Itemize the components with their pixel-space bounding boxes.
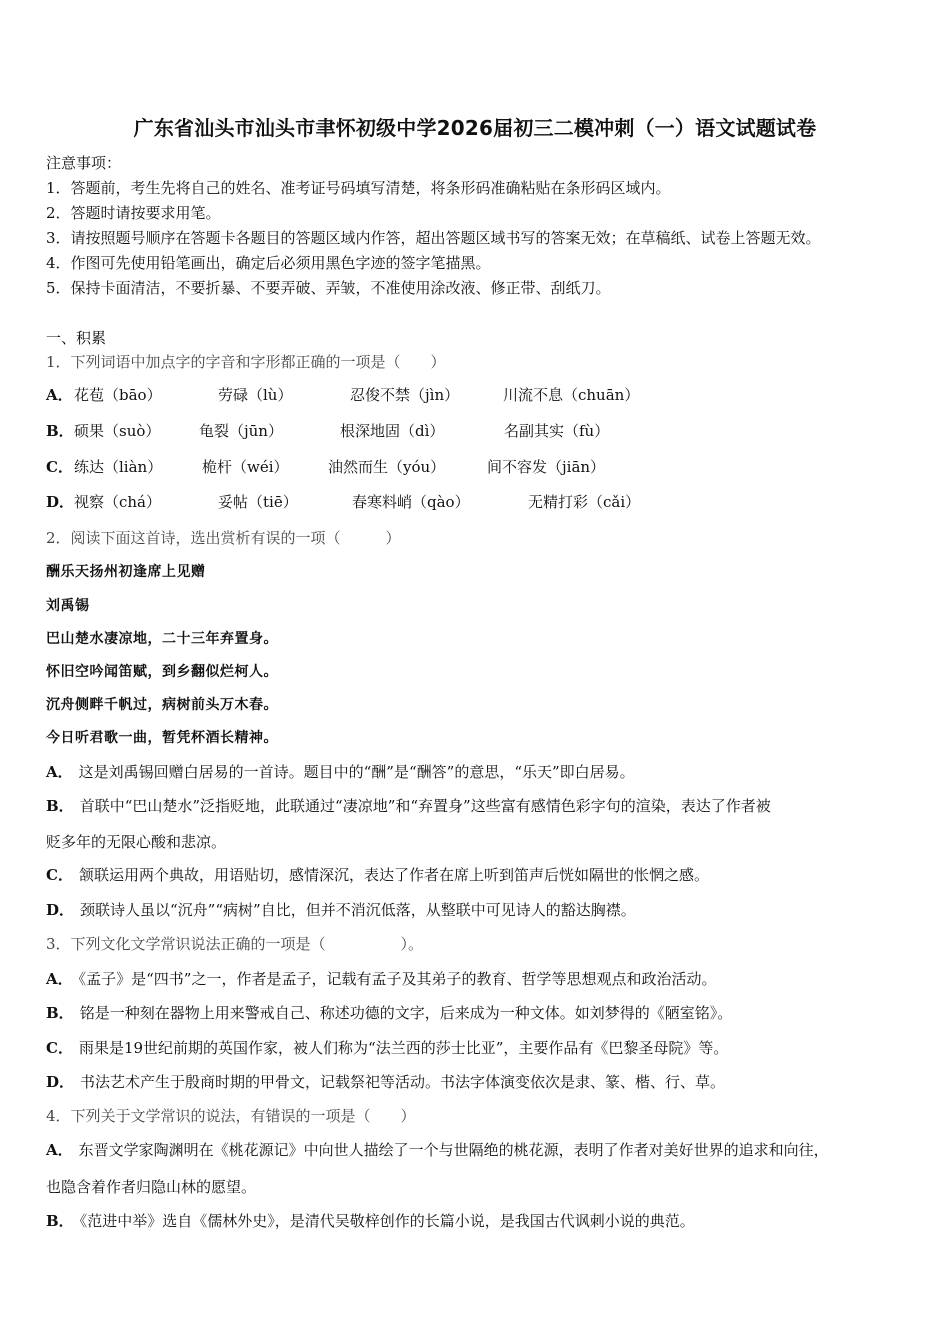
notice-item: 5．保持卡面清洁，不要折暴、不要弄破、弄皱，不准使用涂改液、修正带、刮纸刀。 [46,279,611,297]
q3-option-d [46,1071,725,1092]
question-4-stem: 4．下列关于文学常识的说法，有错误的一项是（ ） [46,1107,416,1125]
q1-row-c-item: 间不容发（jiān） [487,458,606,476]
q1-row-c-label: C． [46,458,73,476]
question-3-stem: 3．下列文化文学常识说法正确的一项是（ ）。 [46,935,424,953]
q1-row-c-item: 练达（liàn） [74,458,163,476]
q2-option-b-cont: 贬多年的无限心酸和悲凉。 [46,833,227,851]
q1-row-b-item: 龟裂（jūn） [199,422,283,440]
q1-row-a-item: 川流不息（chuān） [503,386,640,404]
notice-item: 2．答题时请按要求用笔。 [46,204,221,222]
option-text: 颔联运用两个典故，用语贴切，感情深沉，表达了作者在席上听到笛声后恍如隔世的怅惘之感。 [78,866,709,884]
q1-row-d-item: 妥帖（tiē） [218,493,298,511]
q1-row-a-label: A． [46,386,73,404]
option-label: B． [46,1212,74,1230]
option-text: 东晋文学家陶渊明在《桃花源记》中向世人描绘了一个与世隔绝的桃花源，表明了作者对美好世界的追求和向往， [78,1141,829,1159]
q1-row-a-item: 劳碌（lù） [218,386,293,404]
q3-option-a [46,968,716,989]
q1-row-a-item: 忍俊不禁（jìn） [350,386,460,404]
q1-row-b-item: 根深地固（dì） [340,422,445,440]
q2-option-d [46,899,636,920]
option-label: B． [46,1004,74,1022]
section-heading: 一、积累 [46,329,107,347]
option-label: A． [46,1141,73,1159]
q1-row-b-item: 名副其实（fù） [504,422,610,440]
option-label: D． [46,901,75,919]
q1-row-d-label: D． [46,493,75,511]
option-label: C． [46,866,73,884]
q2-option-a [46,761,635,782]
poem-line: 今日听君歌一曲，暂凭杯酒长精神。 [46,730,278,746]
q1-row-c-item: 桅杆（wéi） [202,458,289,476]
q3-option-c [46,1037,728,1058]
option-label: A． [46,763,73,781]
option-text: 这是刘禹锡回赠白居易的一首诗。题目中的“酬”是“酬答”的意思，“乐天”即白居易。 [78,763,635,781]
option-text: 铭是一种刻在器物上用来警戒自己、称述功德的文字，后来成为一种文体。如刘梦得的《陋室铭》。 [79,1004,733,1022]
q1-row-d-item: 春寒料峭（qào） [352,493,470,511]
option-label: C． [46,1039,73,1057]
poem-title: 酬乐天扬州初逢席上见赠 [46,564,206,580]
option-text: 首联中“巴山楚水”泛指贬地，此联通过“凄凉地”和“弃置身”这些富有感情色彩字句的渲染，表达了作者被 [79,797,771,815]
option-label: A． [46,970,73,988]
option-text: 《范进中举》选自《儒林外史》，是清代吴敬梓创作的长篇小说，是我国古代讽刺小说的典范。 [79,1212,695,1230]
poem-author: 刘禹锡 [46,598,90,614]
q4-option-a [46,1139,829,1160]
option-text: 颈联诗人虽以“沉舟”“病树”自比，但并不消沉低落，从整联中可见诗人的豁达胸襟。 [80,901,636,919]
question-2-stem: 2．阅读下面这首诗，选出赏析有误的一项（ ） [46,529,401,547]
q2-option-b [46,795,771,816]
notice-heading: 注意事项： [46,154,122,172]
option-text: 书法艺术产生于殷商时期的甲骨文，记载祭祀等活动。书法字体演变依次是隶、篆、楷、行、草。 [80,1073,726,1091]
q1-row-d-item: 无精打彩（cǎi） [528,493,641,511]
q4-option-b [46,1210,695,1231]
poem-line: 怀旧空吟闻笛赋，到乡翻似烂柯人。 [46,664,278,680]
q1-row-d-item: 视察（chá） [74,493,162,511]
q1-row-b-item: 硕果（suò） [74,422,161,440]
poem-line: 沉舟侧畔千帆过，病树前头万木春。 [46,697,278,713]
question-1-stem: 1．下列词语中加点字的字音和字形都正确的一项是（ ） [46,353,446,371]
option-label: D． [46,1073,75,1091]
option-label: B． [46,797,74,815]
notice-item: 1．答题前，考生先将自己的姓名、准考证号码填写清楚，将条形码准确粘贴在条形码区域内。 [46,179,671,197]
q1-row-a-item: 花苞（bāo） [74,386,162,404]
q1-row-c-item: 油然而生（yóu） [328,458,446,476]
q4-option-a-cont: 也隐含着作者归隐山林的愿望。 [46,1178,257,1196]
q3-option-b [46,1002,732,1023]
notice-item: 3．请按照题号顺序在答题卡各题目的答题区域内作答，超出答题区域书写的答案无效；在草稿纸、试卷上答题无效。 [46,229,821,247]
poem-line: 巴山楚水凄凉地，二十三年弃置身。 [46,631,278,647]
page-title: 广东省汕头市汕头市聿怀初级中学2026届初三二模冲刺（一）语文试题试卷 [133,116,817,140]
option-text: 《孟子》是“四书”之一，作者是孟子，记载有孟子及其弟子的教育、哲学等思想观点和政治活动。 [78,970,717,988]
notice-item: 4．作图可先使用铅笔画出，确定后必须用黑色字迹的签字笔描黑。 [46,254,491,272]
option-text: 雨果是19世纪前期的英国作家，被人们称为“法兰西的莎士比亚”，主要作品有《巴黎圣母院》等。 [78,1039,729,1057]
q1-row-b-label: B． [46,422,74,440]
q2-option-c [46,864,709,885]
